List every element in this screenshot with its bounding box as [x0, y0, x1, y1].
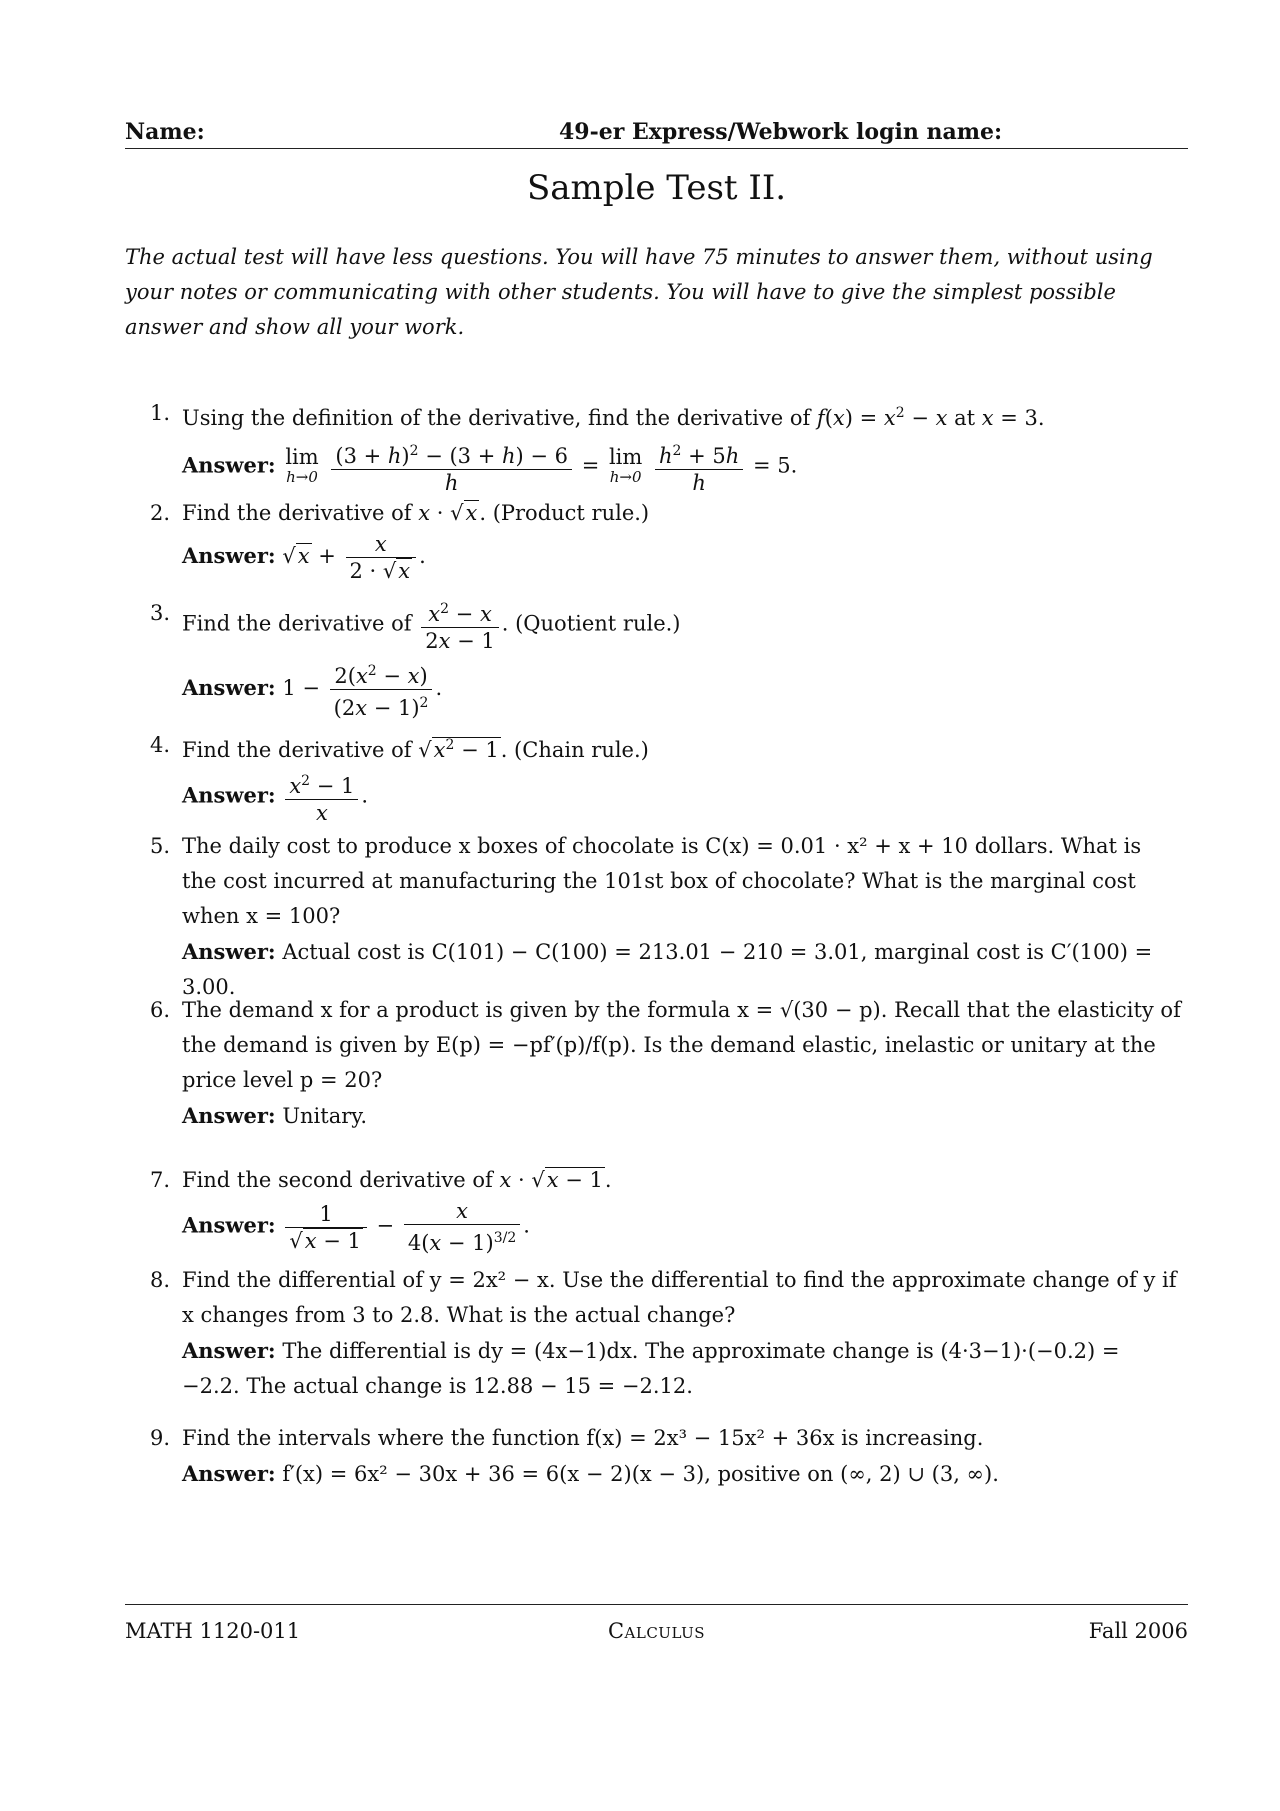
answer-text: Actual cost is C(101) − C(100) = 213.01 − 210 = 3.01, marginal cost is C′(100) = 3.00. — [182, 940, 1153, 999]
question-answer: Answer: 1 − $\frac{2(x^2 - x)}{(2x - 1)^2}$ . — [182, 658, 1182, 721]
question-prompt: Find the derivative of $\frac{x^2 - x}{2x - 1}$ . (Quotient rule.) — [182, 596, 1182, 654]
question-prompt: Using the definition of the derivative, find the derivative of $f(x) = x^2 - x$ at x = 3. — [182, 405, 1045, 430]
question-answer: Answer: $\frac{1}{√x - 1}$ − $\frac{x}{4(x - 1)^{3/2}}$ . — [182, 1199, 530, 1255]
answer-label: Answer: — [182, 675, 276, 700]
answer-label: Answer: — [182, 1461, 276, 1486]
answer-text: Unitary. — [282, 1104, 368, 1128]
question-number: 6. — [150, 998, 171, 1022]
page-title: Sample Test II. — [526, 168, 787, 208]
intro-paragraph: The actual test will have less questions. You will have 75 minutes to answer them, without using your notes or communicating with other students. You will have to give the simplest possible answer and show all your work. — [125, 245, 1153, 339]
question-prompt: The demand x for a product is given by the formula x = √(30 − p). Recall that the elasticity of the demand is given by E(p) = −pf′(p)/f(p). Is the demand elastic, inelastic or unitary at the price level p = 20? — [182, 998, 1181, 1092]
question-number: 7. — [150, 1168, 171, 1192]
question-answer: Answer: $\frac{x^2 - 1}{x}$ . — [182, 768, 1182, 826]
question-prompt: Find the derivative of $√x^2 - 1$. (Chain rule.) — [182, 737, 649, 762]
question-number: 2. — [150, 501, 171, 525]
question-number: 4. — [150, 733, 171, 757]
footer-rule — [125, 1604, 1188, 1605]
answer-label: Answer: — [182, 1212, 276, 1238]
answer-label: Answer: — [182, 1103, 276, 1128]
question-answer — [182, 1333, 1182, 1404]
question-answer: Answer: √x + $\frac{x}{2 \cdot √x}$ . — [182, 532, 426, 583]
term: Fall 2006 — [1088, 1619, 1188, 1643]
question-number: 1. — [150, 401, 171, 425]
answer-text: The differential is dy = (4x−1)dx. The approximate change is (4·3−1)·(−0.2) = −2.2. The actual change is 12.88 − 15 = −2.12. — [182, 1339, 1120, 1398]
question-prompt: The daily cost to produce x boxes of chocolate is C(x) = 0.01 · x² + x + 10 dollars. What is the cost incurred at manufacturing the 101st box of chocolate? What is the marginal cost when x = 100? — [182, 834, 1142, 928]
answer-text: f′(x) = 6x² − 30x + 36 = 6(x − 2)(x − 3), positive on (∞, 2) ∪ (3, ∞). — [282, 1462, 999, 1486]
answer-label: Answer: — [182, 543, 276, 568]
question-prompt: Find the differential of y = 2x² − x. Use the differential to find the approximate change of y if x changes from 3 to 2.8. What is the actual change? — [182, 1268, 1177, 1327]
question-answer: Answer: lim h→0 $\frac{(3 + h)^2 - (3 + h) - 6}{h}$ = lim h→0 $\frac{h^2 + 5h}{h}$ = 5. — [182, 438, 1182, 496]
question-number: 3. — [150, 601, 171, 625]
course-subject: Calculus — [607, 1619, 706, 1643]
question-number: 8. — [150, 1268, 171, 1292]
answer-label: Answer: — [182, 782, 276, 808]
question-answer — [182, 1098, 1182, 1134]
header-rule — [125, 148, 1188, 149]
login-name-label: 49-er Express/Webwork login name: — [559, 119, 1003, 145]
name-label: Name: — [125, 119, 205, 145]
question-number: 5. — [150, 834, 171, 858]
course-code: MATH 1120-011 — [125, 1619, 301, 1643]
question-prompt: Find the intervals where the function f(x) = 2x³ − 15x² + 36x is increasing. — [182, 1426, 984, 1450]
answer-label: Answer: — [182, 1338, 276, 1363]
question-prompt: Find the derivative of x · √x. (Product rule.) — [182, 501, 650, 525]
question-prompt: Find the second derivative of x · √x − 1. — [182, 1168, 612, 1192]
question-answer — [182, 1456, 1182, 1492]
question-number: 9. — [150, 1426, 171, 1450]
answer-label: Answer: — [182, 939, 276, 964]
answer-label: Answer: — [182, 452, 276, 478]
